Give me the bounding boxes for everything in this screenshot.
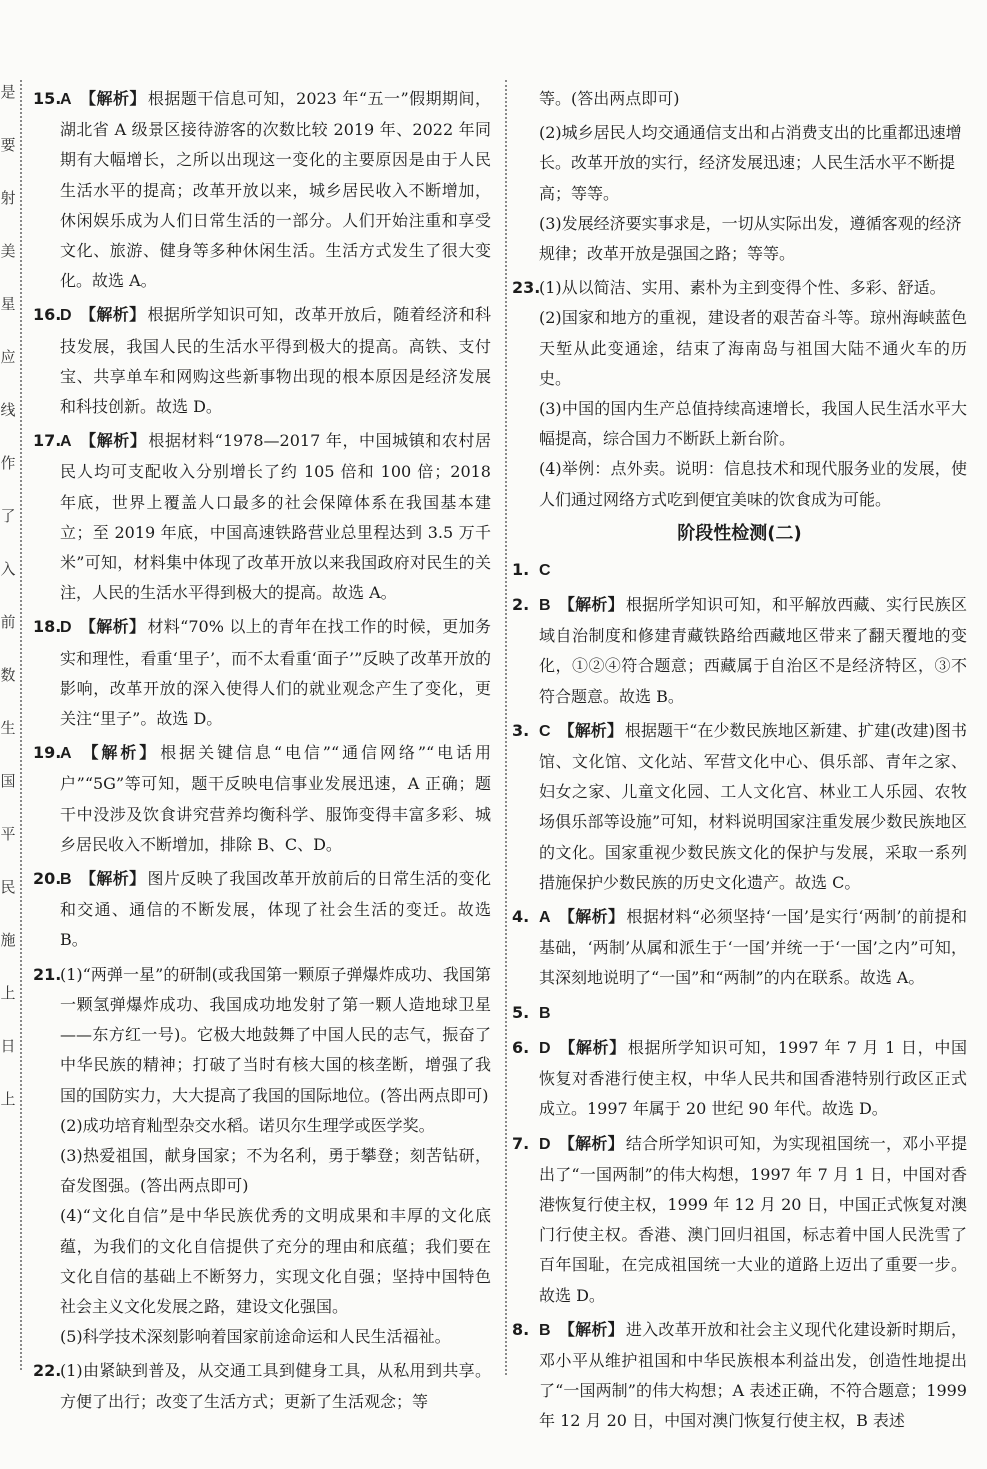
question-number: 19. <box>33 743 62 763</box>
answer-paragraph: A 【解析】 根据题干信息可知，2023 年“五一”假期期间，湖北省 A 级景区接待游客的次数比较 2019 年、2022 年同期有大幅增长，之所以出现这一变化的主要原因是由于人民生活水平的提高；改革开放以来，城乡居民收入不断增加，休闲娱乐成为人们日常生活的一部分。人们开始注重和享受文化、旅游、健身等多种休闲生活。生活方式发生了很大变化。故选 A。 <box>60 89 491 291</box>
analysis-tag: 【解析】 <box>558 720 623 740</box>
answer-paragraph: A 【解析】 根据材料“1978—2017 年，中国城镇和农村居民人均可支配收入分别增长了约 105 倍和 100 倍；2018 年底，世界上覆盖人口最多的社会保障体系在我国基本建立；至 2019 年底，中国高速铁路营业总里程达到 3.5 万千米”可知，材料集中体现了改革开放以来我国政府对民生的关注，人民的生活水平得到极大的提高。故选 A。 <box>60 431 491 603</box>
left-column <box>33 84 491 1421</box>
edge-glyph: 了 <box>0 507 16 525</box>
answer-body <box>539 716 967 898</box>
answer-paragraph: (3)热爱祖国，献身国家；不为名利，勇于攀登；刻苦钻研，奋发图强。(答出两点即可) <box>60 1145 491 1196</box>
answer-entry <box>33 426 491 608</box>
question-number: 18. <box>33 617 62 637</box>
edge-glyph: 前 <box>0 613 16 631</box>
answer-choice: C <box>539 722 551 740</box>
section-title: 阶段性检测(二) <box>677 522 802 544</box>
answer-entry <box>33 960 491 1353</box>
edge-glyph: 上 <box>0 984 16 1002</box>
answer-entry <box>512 1315 967 1437</box>
answer-paragraph: D 【解析】 根据所学知识可知，1997 年 7 月 1 日，中国恢复对香港行使主权，中华人民共和国香港特别行政区正式成立。1997 年属于 20 世纪 90 年代。故选 D。 <box>539 1037 967 1119</box>
question-number: 15. <box>33 89 62 108</box>
question-number: 5. <box>512 1002 530 1022</box>
answer-paragraph: (2)城乡居民人均交通通信支出和占消费支出的比重都迅速增长。改革开放的实行，经济发展迅速；人民生活水平不断提高；等等。 <box>539 123 962 203</box>
answer-entry <box>512 998 967 1029</box>
answer-entry <box>512 902 967 994</box>
answer-choice: B <box>539 1004 551 1022</box>
answer-entry <box>512 1129 967 1311</box>
answer-choice: A <box>539 909 551 927</box>
answer-paragraph: A 【解析】 根据材料“必须坚持‘一国’是实行‘两制’的前提和基础，‘两制’从属和派生于‘一国’并统一于‘一国’之内”可知，其深刻地说明了“一国”和“两制”的内在联系。故选 A。 <box>539 907 967 988</box>
edge-glyph: 日 <box>0 1037 16 1055</box>
answer-paragraph: (3)中国的国内生产总值持续高速增长，我国人民生活水平大幅提高，综合国力不断跃上新台阶。 <box>539 399 967 449</box>
binding-line <box>20 80 22 1370</box>
answer-paragraph: D 【解析】 材料“70% 以上的青年在找工作的时候，更加务实和理性，看重‘里子’，而不太看重‘面子’”反映了改革开放的影响，改革开放的深入使得人们的就业观念产生了变化，更关注“里子”。故选 D。 <box>60 617 491 729</box>
column-divider <box>505 80 507 1375</box>
answer-paragraph: D 【解析】 根据所学知识可知，改革开放后，随着经济和科技发展，我国人民的生活水平得到极大的提高。高铁、支付宝、共享单车和网购这些新事物出现的根本原因是经济发展和科技创新。故选 D。 <box>60 305 491 417</box>
answer-paragraph: (1)从以简洁、实用、素朴为主到变得个性、多彩、舒适。 <box>539 278 946 298</box>
answer-entry <box>33 864 491 956</box>
answer-paragraph: (4)举例：点外卖。说明：信息技术和现代服务业的发展，使人们通过网络方式吃到便宜美味的饮食成为可能。 <box>539 459 967 509</box>
analysis-tag: 【解析】 <box>79 305 146 325</box>
answer-paragraph: D 【解析】 结合所学知识可知，为实现祖国统一，邓小平提出了“一国两制”的伟大构想，1997 年 7 月 1 日，中国对香港恢复行使主权，1999 年 12 月 20 日，中国正式恢复对澳门行使主权。香港、澳门回归祖国，标志着中国人民洗雪了百年国耻，在完成祖国统一大业的道路上迈出了重要一步。故选 D。 <box>539 1133 967 1305</box>
answer-choice: A <box>60 745 72 763</box>
edge-glyph: 线 <box>0 401 16 419</box>
answer-body <box>60 84 491 296</box>
answer-body <box>60 426 491 608</box>
question-number: 7. <box>512 1133 530 1153</box>
answer-paragraph: C 【解析】 根据题干“在少数民族地区新建、扩建(改建)图书馆、文化馆、文化站、军营文化中心、俱乐部、青年之家、妇女之家、儿童文化园、工人文化宫、林业工人乐园、农牧场俱乐部等设施”可知，材料说明国家注重发展少数民族地区的文化。国家重视少数民族文化的保护与发展，采取一系列措施保护少数民族的历史文化遗产。故选 C。 <box>539 720 967 892</box>
edge-glyph: 生 <box>0 719 16 737</box>
question-number: 22. <box>33 1361 62 1381</box>
question-number: 4. <box>512 907 530 927</box>
edge-glyph: 星 <box>0 295 16 313</box>
analysis-tag: 【解析】 <box>558 1319 624 1339</box>
edge-glyph: 平 <box>0 825 16 843</box>
question-number: 3. <box>512 720 530 740</box>
analysis-tag: 【解析】 <box>558 1133 624 1153</box>
answer-entry <box>33 612 491 734</box>
edge-glyph: 上 <box>0 1090 16 1108</box>
analysis-tag: 【解析】 <box>79 869 146 889</box>
question-number: 8. <box>512 1319 530 1339</box>
edge-glyph: 射 <box>0 189 16 207</box>
question-number: 6. <box>512 1037 530 1057</box>
analysis-tag: 【解析】 <box>558 907 625 927</box>
answer-paragraph: (1)由紧缺到普及，从交通工具到健身工具，从私用到共享。方便了出行；改变了生活方式；更新了生活观念；等 <box>60 1361 491 1411</box>
answer-paragraph: (2)国家和地方的重视，建设者的艰苦奋斗等。琼州海峡蓝色天堑从此变通途，结束了海南岛与祖国大陆不通火车的历史。 <box>539 308 967 388</box>
answer-paragraph: (1)“两弹一星”的研制(或我国第一颗原子弹爆炸成功、我国第一颗氢弹爆炸成功、我国成功地发射了第一颗人造地球卫星——东方红一号)。它极大地鼓舞了中国人民的志气，振奋了中华民族的精神；打破了当时有核大国的核垄断，增强了我国的国防实力，大大提高了我国的国际地位。(答出两点即可) <box>60 964 491 1105</box>
cropped-edge-text <box>0 80 16 1380</box>
answer-paragraph: B 【解析】 根据所学知识可知，和平解放西藏、实行民族区域自治制度和修建青藏铁路给西藏地区带来了翻天覆地的变化，①②④符合题意；西藏属于自治区不是经济特区，③不符合题意。故选 B。 <box>539 595 967 706</box>
answer-choice: D <box>539 1135 551 1153</box>
answer-paragraph: (4)“文化自信”是中华民族优秀的文明成果和丰厚的文化底蕴，为我们的文化自信提供了充分的理由和底蕴；我们要在文化自信的基础上不断努力，实现文化自强；坚持中国特色社会主义文化发展之路，建设文化强国。 <box>60 1206 491 1316</box>
answer-body <box>539 555 967 586</box>
answer-body <box>539 1033 967 1125</box>
answer-choice: A <box>60 91 72 108</box>
question-number: 21. <box>33 964 62 984</box>
answer-paragraph: (2)成功培育籼型杂交水稻。诺贝尔生理学或医学奖。 <box>60 1115 435 1135</box>
answer-choice: B <box>539 1321 551 1339</box>
question-number: 23. <box>512 278 541 298</box>
analysis-tag: 【解析】 <box>79 743 159 763</box>
edge-glyph: 入 <box>0 560 16 578</box>
question-number: 16. <box>33 305 62 325</box>
analysis-tag: 【解析】 <box>558 595 624 615</box>
edge-glyph: 美 <box>0 242 16 260</box>
answer-paragraph: (3)发展经济要实事求是，一切从实际出发，遵循客观的经济规律；改革开放是强国之路；等等。 <box>539 213 962 264</box>
answer-body <box>60 960 491 1353</box>
answer-body <box>60 738 491 860</box>
edge-glyph: 国 <box>0 772 16 790</box>
answer-body <box>539 1315 967 1437</box>
answer-body <box>539 590 967 712</box>
question-number: 20. <box>33 869 62 889</box>
answer-body <box>60 300 491 422</box>
q22-continuation: 等。(答出两点即可) <box>539 89 680 108</box>
answer-choice: D <box>539 1039 551 1057</box>
answer-paragraph: A 【解析】 根据关键信息“电信”“通信网络”“电话用户”“5G”等可知，题干反映电信事业发展迅速，A 正确；题干中没涉及饮食讲究营养均衡科学、服饰变得丰富多彩、城乡居民收入不断增加，排除 B、C、D。 <box>60 743 491 854</box>
answer-entry <box>512 555 967 586</box>
answer-entry <box>512 590 967 712</box>
analysis-tag: 【解析】 <box>79 617 146 637</box>
answer-choice: D <box>60 619 72 637</box>
answer-choice: B <box>60 871 72 889</box>
answer-body <box>539 1129 967 1311</box>
answer-choice: B <box>539 597 551 615</box>
answer-choice: A <box>60 433 72 451</box>
answer-entry <box>33 300 491 422</box>
analysis-tag: 【解析】 <box>79 89 146 108</box>
answer-entry <box>33 84 491 296</box>
answer-paragraph: B 【解析】 图片反映了我国改革开放前后的日常生活的变化和交通、通信的不断发展，体现了社会生活的变迁。故选 B。 <box>60 869 491 950</box>
edge-glyph: 要 <box>0 136 16 154</box>
edge-glyph: 数 <box>0 666 16 684</box>
edge-glyph: 作 <box>0 454 16 472</box>
answer-entry <box>512 1033 967 1125</box>
answer-paragraph <box>539 998 967 1029</box>
answer-entry <box>33 1356 491 1416</box>
answer-paragraph <box>539 555 967 586</box>
right-column <box>512 84 967 1441</box>
q22-subparts <box>512 118 967 269</box>
answer-paragraph: B 【解析】 进入改革开放和社会主义现代化建设新时期后，邓小平从维护祖国和中华民族根本利益出发，创造性地提出了“一国两制”的伟大构想；A 表述正确，不符合题意；1999 年 12 月 20 日，中国对澳门恢复行使主权，B 表述 <box>539 1319 967 1431</box>
answer-entry <box>33 738 491 860</box>
analysis-tag: 【解析】 <box>79 431 147 451</box>
question-number: 2. <box>512 595 530 615</box>
edge-glyph: 民 <box>0 878 16 896</box>
answer-choice: D <box>60 307 72 325</box>
answer-entry <box>512 716 967 898</box>
answer-entry-23 <box>512 273 967 515</box>
edge-glyph: 应 <box>0 348 16 366</box>
answer-body <box>539 902 967 994</box>
answer-body <box>539 998 967 1029</box>
answer-body <box>60 612 491 734</box>
question-number: 17. <box>33 431 62 451</box>
edge-glyph: 施 <box>0 931 16 949</box>
answer-body <box>60 1356 491 1416</box>
edge-glyph: 是 <box>0 83 16 101</box>
answer-paragraph: (5)科学技术深刻影响着国家前途命运和人民生活福祉。 <box>60 1327 451 1347</box>
answer-body <box>60 864 491 956</box>
analysis-tag: 【解析】 <box>558 1037 626 1057</box>
answer-choice: C <box>539 561 551 579</box>
question-number: 1. <box>512 559 530 579</box>
